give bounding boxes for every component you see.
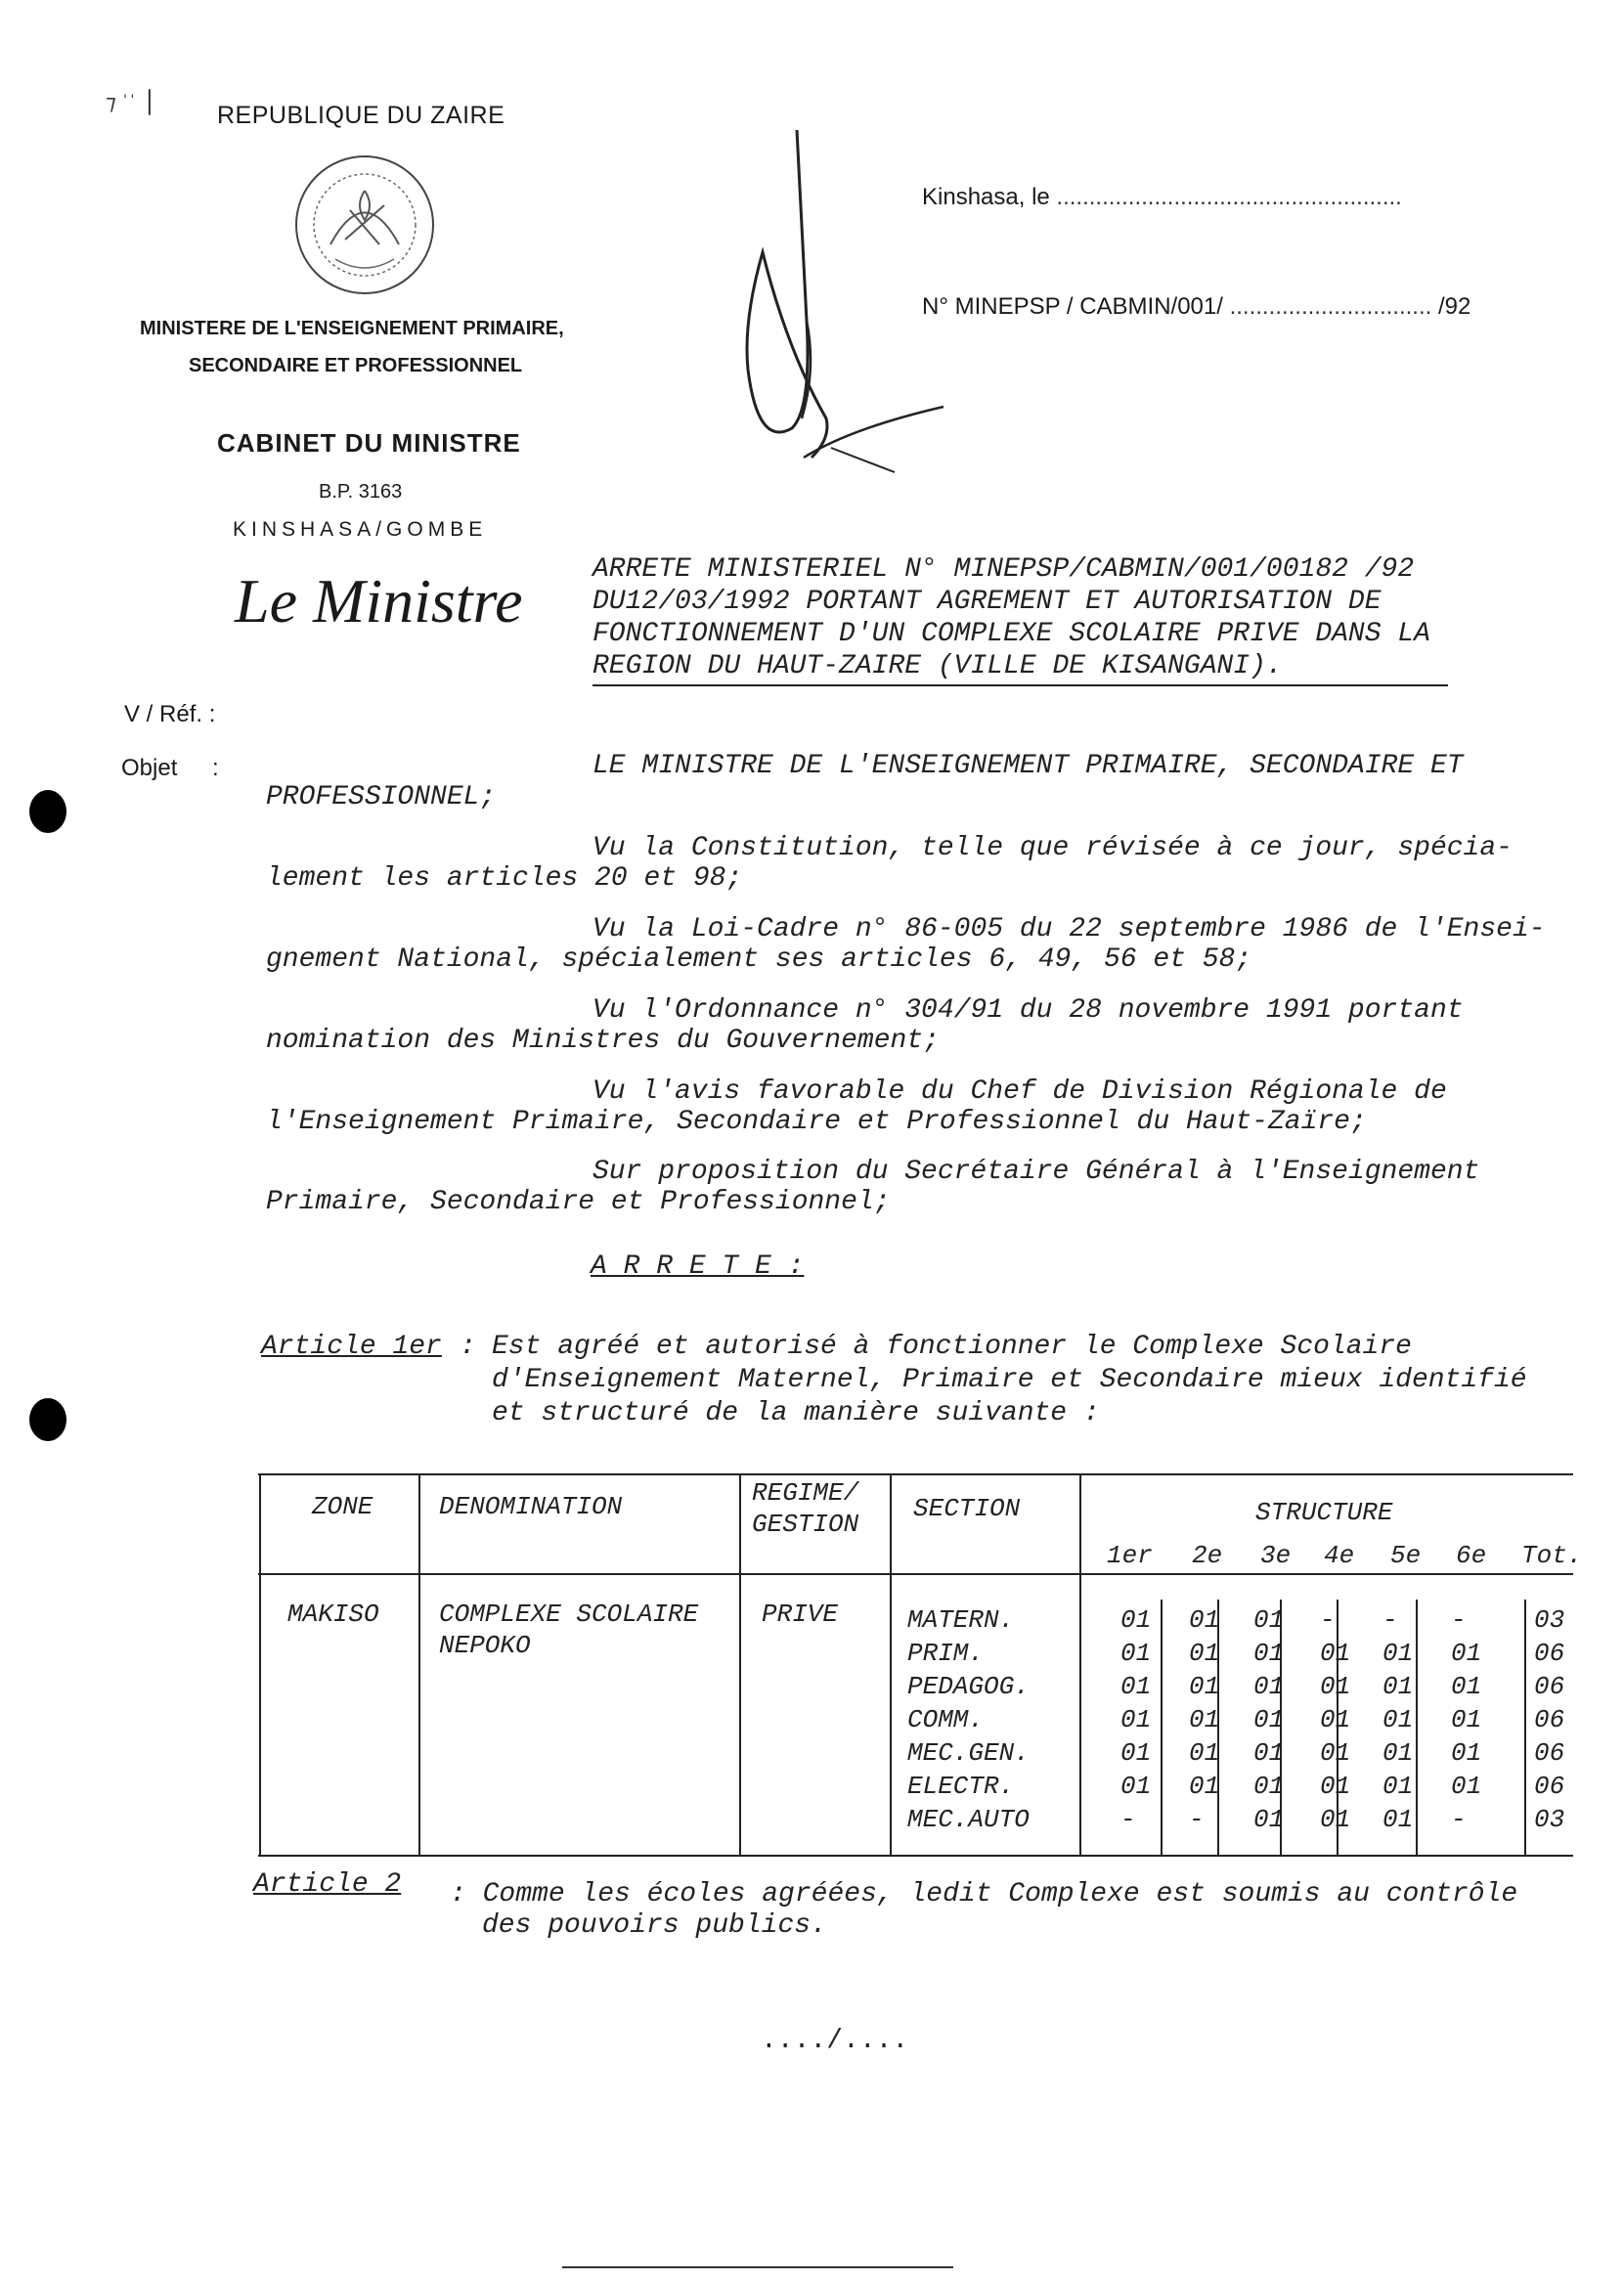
school-structure-table [258,1472,1583,1858]
header-section: SECTION [913,1494,1021,1523]
value-cell-4e: 01 [1320,1705,1351,1734]
considerant-3-line2: nomination des Ministres du Gouvernement; [266,1026,940,1056]
value-cell-total: 03 [1534,1805,1565,1834]
value-cell-1er: 01 [1120,1605,1152,1635]
article2-label: Article 2 [253,1869,402,1900]
value-cell-3e: 01 [1253,1738,1285,1768]
value-cell-5e: 01 [1383,1639,1414,1668]
value-cell-3e: 01 [1253,1805,1285,1834]
handwritten-signature [733,125,958,487]
value-cell-total: 06 [1534,1705,1565,1734]
republic-name: REPUBLIQUE DU ZAIRE [217,102,505,129]
punch-hole [29,1398,66,1441]
value-cell-total: 06 [1534,1772,1565,1801]
value-cell-6e: 01 [1451,1672,1482,1701]
header-regime-line1: REGIME/ [752,1478,859,1508]
value-cell-6e: 01 [1451,1639,1482,1668]
article1-colon: : [460,1332,476,1362]
value-cell-1er: 01 [1120,1772,1152,1801]
value-cell-5e: 01 [1383,1672,1414,1701]
value-cell-1er: 01 [1120,1738,1152,1768]
value-cell-5e: - [1383,1605,1398,1635]
doc-mark: ⁊ ˈˈ ⎪ [106,90,158,114]
value-cell-6e: 01 [1451,1738,1482,1768]
article1-line2: d'Enseignement Maternel, Primaire et Secondaire mieux identifié [492,1365,1527,1395]
value-cell-3e: 01 [1253,1705,1285,1734]
reference-label: V / Réf. : [124,701,216,727]
reference-number-dots: ............................... [1229,293,1432,320]
value-cell-3e: 01 [1253,1772,1285,1801]
footer-rule [562,2266,953,2268]
punch-hole [29,790,66,833]
preamble-line2: PROFESSIONNEL; [266,782,497,812]
city: KINSHASA/GOMBE [233,518,488,541]
header-regime-line2: GESTION [752,1510,859,1539]
section-cell: MATERN. [907,1605,1015,1635]
value-cell-4e: 01 [1320,1805,1351,1834]
value-cell-total: 06 [1534,1639,1565,1668]
value-cell-5e: 01 [1383,1705,1414,1734]
object-label: Objet [121,755,178,781]
subheader-total: Tot. [1521,1541,1583,1570]
zone-value: MAKISO [287,1600,379,1629]
section-cell: ELECTR. [907,1772,1015,1801]
value-cell-2e: 01 [1189,1705,1220,1734]
section-cell: PEDAGOG. [907,1672,1030,1701]
decree-title-line2: DU12/03/1992 PORTANT AGREMENT ET AUTORISATION DE [593,587,1382,617]
article2-line2: des pouvoirs publics. [482,1910,827,1941]
arrete-heading: A R R E T E : [591,1251,805,1282]
reference-number-line [922,293,1470,321]
value-cell-1er: 01 [1120,1639,1152,1668]
value-cell-2e: 01 [1189,1605,1220,1635]
value-cell-4e: 01 [1320,1639,1351,1668]
value-cell-6e: 01 [1451,1772,1482,1801]
reference-number-prefix: N° MINEPSP / CABMIN/001/ [922,293,1223,320]
value-cell-3e: 01 [1253,1672,1285,1701]
subheader-3e: 3e [1260,1541,1292,1570]
considerant-5-line1: Sur proposition du Secrétaire Général à l'Enseignement [593,1157,1480,1187]
value-cell-1er: - [1120,1805,1136,1834]
considerant-2-line2: gnement National, spécialement ses articles 6, 49, 56 et 58; [266,944,1252,975]
value-cell-total: 06 [1534,1738,1565,1768]
value-cell-4e: - [1320,1605,1336,1635]
preamble-line1: LE MINISTRE DE L'ENSEIGNEMENT PRIMAIRE, SECONDAIRE ET [593,751,1464,781]
value-cell-4e: 01 [1320,1772,1351,1801]
value-cell-1er: 01 [1120,1705,1152,1734]
section-cell: PRIM. [907,1639,985,1668]
considerant-4-line2: l'Enseignement Primaire, Secondaire et Professionnel du Haut-Zaïre; [266,1107,1367,1137]
regime-value: PRIVE [762,1600,839,1629]
article1-line1: Est agréé et autorisé à fonctionner le Complexe Scolaire [492,1332,1412,1362]
considerant-1-line2: lement les articles 20 et 98; [266,863,743,894]
header-structure: STRUCTURE [1255,1498,1393,1527]
value-cell-3e: 01 [1253,1605,1285,1635]
value-cell-5e: 01 [1383,1772,1414,1801]
place-date-dots: ..................................................... [1056,184,1402,210]
section-cell: MEC.AUTO [907,1805,1030,1834]
object-colon: : [212,755,219,781]
value-cell-4e: 01 [1320,1738,1351,1768]
article2-line1: : Comme les écoles agréées, ledit Complexe est soumis au contrôle [450,1879,1518,1909]
decree-title-line1: ARRETE MINISTERIEL N° MINEPSP/CABMIN/001/00182 /92 [593,554,1415,585]
value-cell-2e: 01 [1189,1672,1220,1701]
value-cell-6e: - [1451,1805,1467,1834]
value-cell-total: 06 [1534,1672,1565,1701]
postal-box: B.P. 3163 [319,481,403,503]
header-denomination: DENOMINATION [439,1492,623,1521]
header-zone: ZONE [312,1492,373,1521]
ministry-name-line1: MINISTERE DE L'ENSEIGNEMENT PRIMAIRE, [140,318,564,339]
value-cell-2e: - [1189,1805,1205,1834]
subheader-4e: 4e [1324,1541,1355,1570]
section-cell: COMM. [907,1705,985,1734]
subheader-2e: 2e [1192,1541,1223,1570]
subheader-1er: 1er [1107,1541,1153,1570]
coat-of-arms-seal [291,152,438,298]
cabinet-title: CABINET DU MINISTRE [217,428,521,458]
decree-title-line3: FONCTIONNEMENT D'UN COMPLEXE SCOLAIRE PRIVE DANS LA [593,619,1430,649]
subheader-6e: 6e [1456,1541,1487,1570]
value-cell-6e: 01 [1451,1705,1482,1734]
value-cell-6e: - [1451,1605,1467,1635]
value-cell-2e: 01 [1189,1738,1220,1768]
title-underline [593,684,1448,686]
denomination-line1: COMPLEXE SCOLAIRE [439,1600,699,1629]
value-cell-1er: 01 [1120,1672,1152,1701]
value-cell-5e: 01 [1383,1738,1414,1768]
place-date-line [922,184,1402,211]
considerant-5-line2: Primaire, Secondaire et Professionnel; [266,1187,891,1217]
article1-line3: et structuré de la manière suivante : [492,1398,1100,1428]
value-cell-2e: 01 [1189,1639,1220,1668]
signatory-title: Le Ministre [235,566,523,636]
denomination-line2: NEPOKO [439,1631,531,1660]
considerant-3-line1: Vu l'Ordonnance n° 304/91 du 28 novembre 1991 portant [593,995,1464,1026]
section-cell: MEC.GEN. [907,1738,1030,1768]
considerant-1-line1: Vu la Constitution, telle que révisée à ce jour, spécia- [593,833,1513,863]
considerant-4-line1: Vu l'avis favorable du Chef de Division Régionale de [593,1076,1447,1107]
value-cell-4e: 01 [1320,1672,1351,1701]
value-cell-3e: 01 [1253,1639,1285,1668]
value-cell-5e: 01 [1383,1805,1414,1834]
value-cell-2e: 01 [1189,1772,1220,1801]
article1-label: Article 1er [261,1332,442,1362]
value-cell-total: 03 [1534,1605,1565,1635]
subheader-5e: 5e [1390,1541,1422,1570]
page-continuation: ..../.... [761,2026,909,2056]
considerant-2-line1: Vu la Loi-Cadre n° 86-005 du 22 septembre 1986 de l'Ensei- [593,914,1546,944]
reference-number-suffix: /92 [1437,293,1471,320]
decree-title-line4: REGION DU HAUT-ZAIRE (VILLE DE KISANGANI). [593,651,1283,681]
ministry-name-line2: SECONDAIRE ET PROFESSIONNEL [189,355,523,376]
place-date-prefix: Kinshasa, le [922,184,1050,210]
